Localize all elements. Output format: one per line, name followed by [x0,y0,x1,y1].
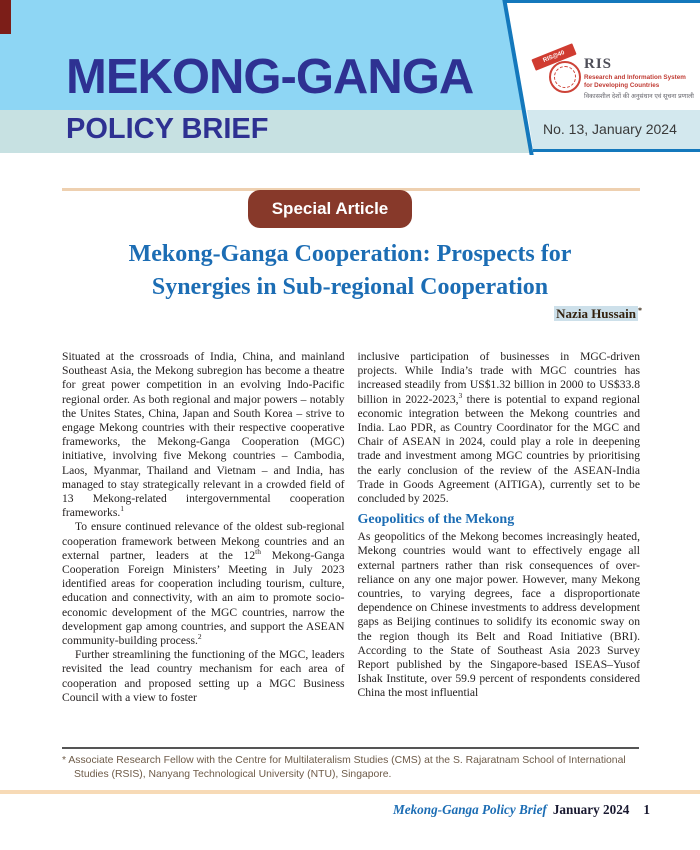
author-name: Nazia Hussain [556,306,636,322]
article-body [62,350,640,705]
section-heading: Geopolitics of the Mekong [357,512,515,528]
footer-page-number: 1 [643,802,650,817]
ris-acronym: RIS [584,56,613,72]
masthead [0,0,700,155]
ris-org-name-line1: Research and Information System [584,74,686,81]
paragraph: Further streamlining the functioning of the MGC, leaders revisited the lead country mechanism for each area of cooperation and proposed setting up a MGC Business Council with a view to foster [62,648,345,704]
paragraph: inclusive participation of businesses in MGC-driven projects. While India’s trade with MGC countries has increased steadily from US$1.32 billion in 2000 to US$33.8 billion in 2022-2023,$^3$ there is potential to expand regional economic integration between the Mekong countries and India. Lao PDR, as Country Coordinator for the MGC and Chair of ASEAN in 2024, could play a role in deepening trade and investment among MGC countries by prioritising the early conclusion of the review of the ASEAN-India Trade in Goods Agreement (AITIGA), currently set to be concluded by 2025. [357,350,641,506]
page-footer [393,802,650,818]
author-byline [554,306,642,322]
footer-date: January 2024 [552,802,630,817]
special-article-badge: Special Article [248,190,412,228]
ris-seal-icon [549,61,581,93]
ris-org-name-line2: for Developing Countries [584,81,660,89]
article-title-line2: Synergies in Sub-regional Cooperation [151,274,549,300]
bottom-accent-bar [0,790,700,794]
footnote-rule [62,747,639,749]
footnote [62,754,652,781]
left-column [62,350,345,705]
ris-seal-inner-ring [554,66,576,88]
author-footnote-marker: * [638,306,642,315]
publication-title: MEKONG-GANGA [66,50,474,104]
paragraph: Situated at the crossroads of India, China, and mainland Southeast Asia, the Mekong subregion has become a theatre for great power competition in an evolving Indo-Pacific regional order. As both regional and major powers – notably the Unites States, China, Japan and South Korea – strive to engage Mekong countries with their respective cooperative frameworks, the Mekong-Ganga Cooperation (MGC) initiative, involving five Mekong countries – Cambodia, Laos, Myanmar, Thailand and Vietnam – and India, has managed to stay strategically relevant in a crowded field of 13 Mekong-related intergovernmental cooperation frameworks.$^1$ [62,350,345,520]
article-title-line1: Mekong-Ganga Cooperation: Prospects for [128,241,572,267]
paragraph: As geopolitics of the Mekong becomes increasingly heated, Mekong countries would want to effectively engage all external partners rather than risk consequences of over-reliance on any one major power. However, many Mekong countries, to varying degrees, face a disproportionate dependence on Chinese investments to address development gaps as Beijing continues to solidify its economic sway on the region though its Belt and Road Initiative (BRI). According to the State of Southeast Asia 2023 Survey Report published by the Singapore-based ISEAS–Yusof Ishak Institute, over 59.9 percent of respondents considered China the most influential [357,530,640,700]
footnote-text: Associate Research Fellow with the Centre for Multilateralism Studies (CMS) at the S. Rajaratnam School of International Studies (RSIS), Nanyang Technological University (NTU), Singapore. [66,755,626,780]
ris-org-name-hindi: विकासशील देशों की अनुसंधान एवं सूचना प्रणाली [584,93,694,100]
issue-number: No. 13, January 2024 [543,121,677,137]
right-column [358,350,641,705]
corner-mark [0,0,11,34]
article-title [0,238,700,304]
footnote-marker: * [62,755,67,766]
publication-subtitle: POLICY BRIEF [66,113,269,145]
ris-anniversary-ribbon: RIS@40 [531,43,576,71]
footer-journal-name: Mekong-Ganga Policy Brief [392,802,547,817]
ris-logo-text [584,57,694,100]
ris-org-name [584,74,694,89]
paragraph: To ensure continued relevance of the oldest sub-regional cooperation framework between Mekong countries and an external partner, leaders at the 12th Mekong-Ganga Cooperation Foreign Ministers’ Meeting in July 2023 identified areas for cooperation including tourism, culture, education and connectivity, with an aim to promote socio-economic development of the MGC countries, narrow the development gap among countries, and support the ASEAN community-building process.$^2$ [62,520,345,648]
